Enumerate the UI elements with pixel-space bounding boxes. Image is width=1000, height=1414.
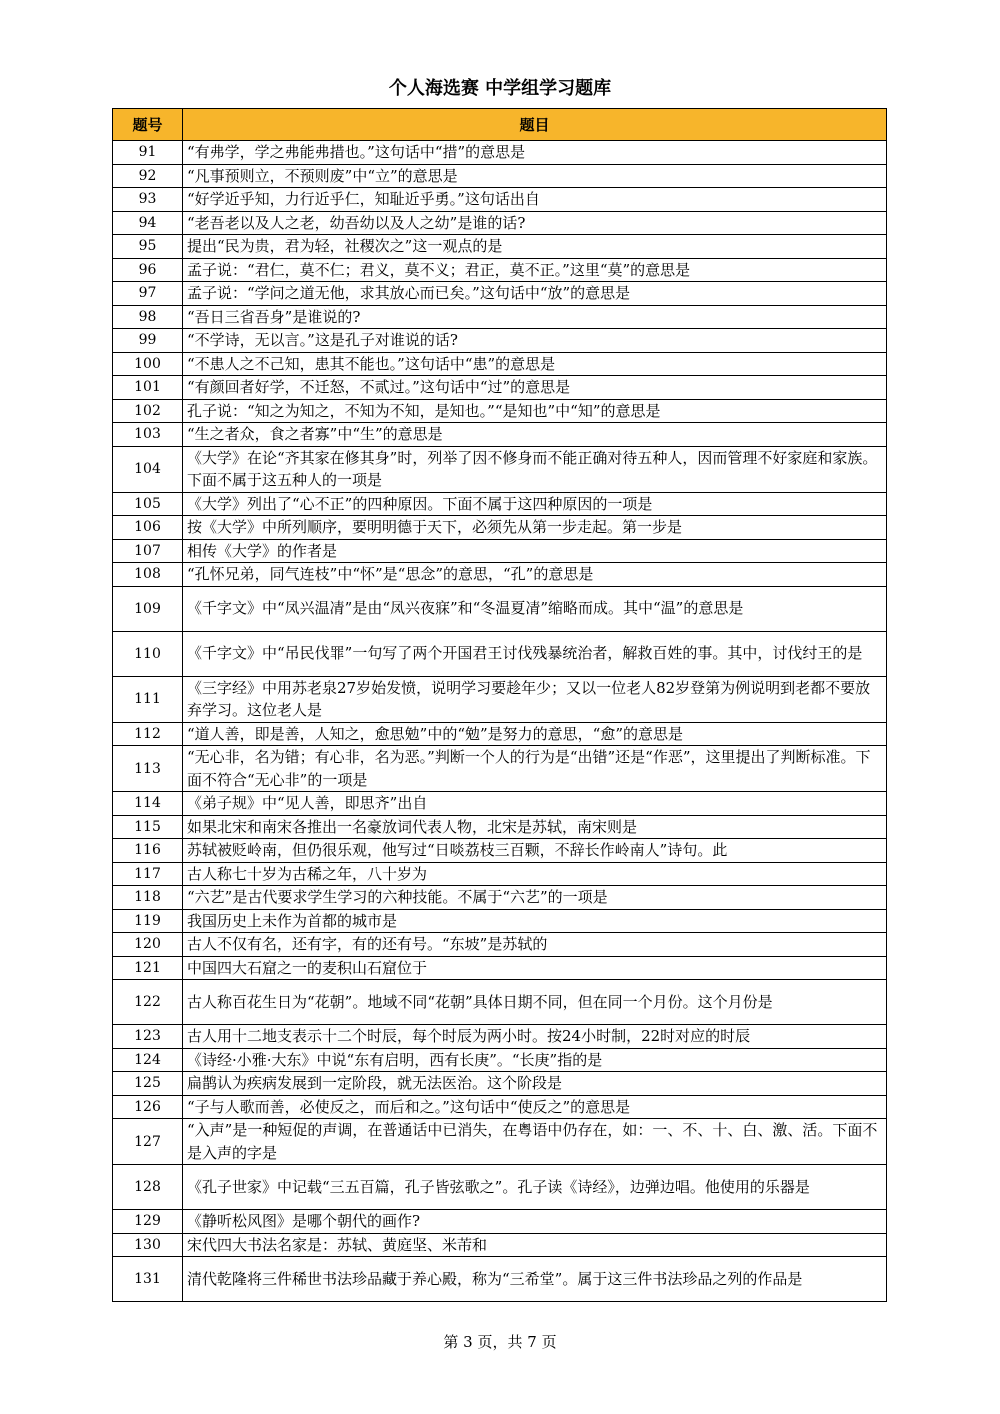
table-row [113, 1165, 887, 1210]
question-text: 我国历史上未作为首都的城市是 [183, 909, 887, 933]
table-row [113, 956, 887, 980]
question-number: 107 [113, 539, 183, 563]
question-number: 119 [113, 909, 183, 933]
table-row [113, 1072, 887, 1096]
page-footer: 第 3 页，共 7 页 [443, 1333, 557, 1351]
question-number: 102 [113, 399, 183, 423]
question-number: 100 [113, 352, 183, 376]
table-row [113, 492, 887, 516]
question-number: 130 [113, 1233, 183, 1257]
table-row [113, 329, 887, 353]
table-row [113, 1119, 887, 1165]
question-number: 106 [113, 516, 183, 540]
question-number: 95 [113, 235, 183, 259]
question-number: 93 [113, 188, 183, 212]
question-text: 古人用十二地支表示十二个时辰，每个时辰为两小时。按24小时制，22时对应的时辰 [183, 1025, 887, 1049]
table-row [113, 933, 887, 957]
question-text: 《诗经·小雅·大东》中说“东有启明，西有长庚”。“长庚”指的是 [183, 1048, 887, 1072]
table-row [113, 164, 887, 188]
question-text: 中国四大石窟之一的麦积山石窟位于 [183, 956, 887, 980]
question-text: “吾日三省吾身”是谁说的? [183, 305, 887, 329]
question-number: 104 [113, 446, 183, 492]
question-text: 宋代四大书法名家是：苏轼、黄庭坚、米芾和 [183, 1233, 887, 1257]
table-header-row [113, 109, 887, 141]
table-row [113, 423, 887, 447]
question-number: 91 [113, 141, 183, 165]
question-number: 115 [113, 815, 183, 839]
question-number: 94 [113, 211, 183, 235]
question-text: “六艺”是古代要求学生学习的六种技能。不属于“六艺”的一项是 [183, 886, 887, 910]
question-number: 121 [113, 956, 183, 980]
table-row [113, 909, 887, 933]
table-row [113, 399, 887, 423]
question-text: 孔子说：“知之为知之，不知为不知，是知也。”“是知也”中“知”的意思是 [183, 399, 887, 423]
question-text: 按《大学》中所列顺序，要明明德于天下，必须先从第一步走起。第一步是 [183, 516, 887, 540]
table-row [113, 676, 887, 722]
question-number: 111 [113, 676, 183, 722]
question-text: “孔怀兄弟，同气连枝”中“怀”是“思念”的意思，“孔”的意思是 [183, 563, 887, 587]
table-row [113, 862, 887, 886]
question-text: “好学近乎知，力行近乎仁，知耻近乎勇。”这句话出自 [183, 188, 887, 212]
question-text: 古人称七十岁为古稀之年，八十岁为 [183, 862, 887, 886]
table-row [113, 305, 887, 329]
question-number: 96 [113, 258, 183, 282]
question-number: 109 [113, 586, 183, 631]
table-row [113, 1257, 887, 1302]
table-row [113, 211, 887, 235]
question-number: 129 [113, 1210, 183, 1234]
table-row [113, 376, 887, 400]
question-text: 《孔子世家》中记载“三五百篇，孔子皆弦歌之”。孔子读《诗经》，边弹边唱。他使用的乐器是 [183, 1165, 887, 1210]
question-number: 126 [113, 1095, 183, 1119]
question-number: 127 [113, 1119, 183, 1165]
question-number: 103 [113, 423, 183, 447]
question-number: 97 [113, 282, 183, 306]
question-text: 苏轼被贬岭南，但仍很乐观，他写过“日啖荔枝三百颗，不辞长作岭南人”诗句。此 [183, 839, 887, 863]
question-number: 124 [113, 1048, 183, 1072]
question-number: 131 [113, 1257, 183, 1302]
question-text: 提出“民为贵，君为轻，社稷次之”这一观点的是 [183, 235, 887, 259]
question-text: 如果北宋和南宋各推出一名豪放词代表人物，北宋是苏轼，南宋则是 [183, 815, 887, 839]
table-row [113, 352, 887, 376]
question-number: 123 [113, 1025, 183, 1049]
table-row [113, 188, 887, 212]
question-text: “有颜回者好学，不迁怒，不贰过。”这句话中“过”的意思是 [183, 376, 887, 400]
question-text: “有弗学，学之弗能弗措也。”这句话中“措”的意思是 [183, 141, 887, 165]
table-row [113, 539, 887, 563]
question-text: “老吾老以及人之老，幼吾幼以及人之幼”是谁的话? [183, 211, 887, 235]
question-text: “凡事预则立，不预则废”中“立”的意思是 [183, 164, 887, 188]
question-text: 古人不仅有名，还有字，有的还有号。“东坡”是苏轼的 [183, 933, 887, 957]
page-title: 个人海选赛 中学组学习题库 [388, 78, 612, 99]
table-row [113, 282, 887, 306]
table-row [113, 631, 887, 676]
question-number: 114 [113, 792, 183, 816]
table-row [113, 722, 887, 746]
question-text: 相传《大学》的作者是 [183, 539, 887, 563]
question-number: 125 [113, 1072, 183, 1096]
question-table [112, 108, 887, 1302]
table-row [113, 839, 887, 863]
table-row [113, 563, 887, 587]
header-number: 题号 [113, 109, 183, 141]
table-row [113, 980, 887, 1025]
table-row [113, 1048, 887, 1072]
question-text: 扁鹊认为疾病发展到一定阶段，就无法医治。这个阶段是 [183, 1072, 887, 1096]
table-row [113, 746, 887, 792]
header-question: 题目 [183, 109, 887, 141]
question-number: 116 [113, 839, 183, 863]
question-number: 112 [113, 722, 183, 746]
table-row [113, 141, 887, 165]
table-row [113, 258, 887, 282]
question-number: 120 [113, 933, 183, 957]
question-text: “不患人之不己知，患其不能也。”这句话中“患”的意思是 [183, 352, 887, 376]
question-text: “无心非，名为错；有心非，名为恶。”判断一个人的行为是“出错”还是“作恶”，这里提出了判断标准。下面不符合“无心非”的一项是 [183, 746, 887, 792]
question-text: “生之者众，食之者寡”中“生”的意思是 [183, 423, 887, 447]
question-text: 孟子说：“学问之道无他，求其放心而已矣。”这句话中“放”的意思是 [183, 282, 887, 306]
table-row [113, 1233, 887, 1257]
question-text: “子与人歌而善，必使反之，而后和之。”这句话中“使反之”的意思是 [183, 1095, 887, 1119]
question-number: 110 [113, 631, 183, 676]
question-number: 113 [113, 746, 183, 792]
table-row [113, 446, 887, 492]
question-text: “道人善，即是善，人知之，愈思勉”中的“勉”是努力的意思，“愈”的意思是 [183, 722, 887, 746]
table-body [113, 141, 887, 1302]
question-text: 《弟子规》中“见人善，即思齐”出自 [183, 792, 887, 816]
question-number: 99 [113, 329, 183, 353]
question-text: 《千字文》中“凤兴温凊”是由“凤兴夜寐”和“冬温夏凊”缩略而成。其中“温”的意思是 [183, 586, 887, 631]
question-number: 118 [113, 886, 183, 910]
table-row [113, 815, 887, 839]
question-number: 122 [113, 980, 183, 1025]
table-row [113, 1025, 887, 1049]
table-row [113, 586, 887, 631]
question-text: 《千字文》中“吊民伐罪”一句写了两个开国君王讨伐残暴统治者，解救百姓的事。其中，讨伐纣王的是 [183, 631, 887, 676]
question-number: 92 [113, 164, 183, 188]
table-row [113, 1210, 887, 1234]
question-text: 孟子说：“君仁，莫不仁；君义，莫不义；君正，莫不正。”这里“莫”的意思是 [183, 258, 887, 282]
question-text: 《三字经》中用苏老泉27岁始发愤，说明学习要趁年少；又以一位老人82岁登第为例说明到老都不要放弃学习。这位老人是 [183, 676, 887, 722]
table-row [113, 886, 887, 910]
question-number: 117 [113, 862, 183, 886]
question-number: 108 [113, 563, 183, 587]
question-text: 清代乾隆将三件稀世书法珍品藏于养心殿，称为“三希堂”。属于这三件书法珍品之列的作品是 [183, 1257, 887, 1302]
question-text: 《大学》在论“齐其家在修其身”时，列举了因不修身而不能正确对待五种人，因而管理不好家庭和家族。下面不属于这五种人的一项是 [183, 446, 887, 492]
question-number: 101 [113, 376, 183, 400]
table-row [113, 792, 887, 816]
question-number: 98 [113, 305, 183, 329]
question-number: 105 [113, 492, 183, 516]
table-row [113, 516, 887, 540]
table-row [113, 1095, 887, 1119]
question-number: 128 [113, 1165, 183, 1210]
question-text: “入声”是一种短促的声调，在普通话中已消失，在粤语中仍存在，如：一、不、十、白、激、活。下面不是入声的字是 [183, 1119, 887, 1165]
question-text: 《大学》列出了“心不正”的四种原因。下面不属于这四种原因的一项是 [183, 492, 887, 516]
table-row [113, 235, 887, 259]
question-text: 古人称百花生日为“花朝”。地域不同“花朝”具体日期不同，但在同一个月份。这个月份是 [183, 980, 887, 1025]
question-text: 《静听松风图》是哪个朝代的画作? [183, 1210, 887, 1234]
question-text: “不学诗，无以言。”这是孔子对谁说的话? [183, 329, 887, 353]
